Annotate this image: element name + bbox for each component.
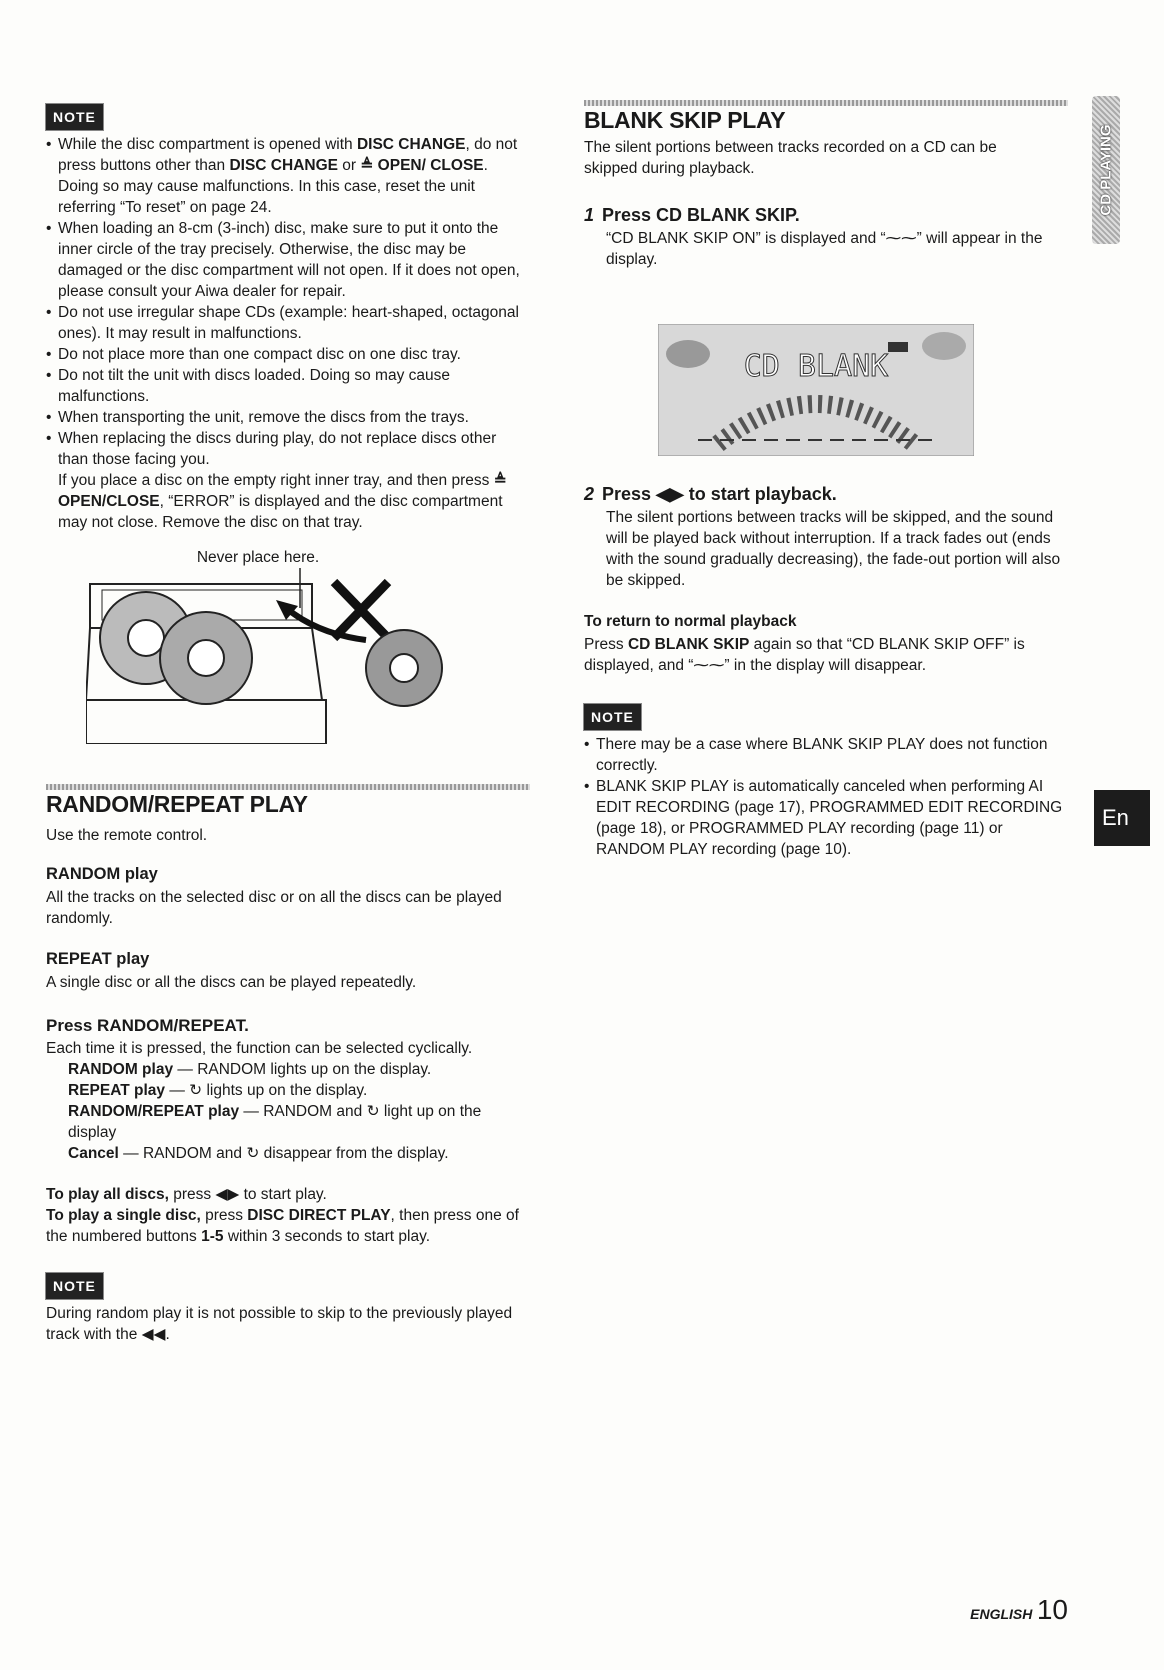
- blank-skip-intro: The silent portions between tracks recorded on a CD can be skipped during playback.: [584, 139, 997, 177]
- illustration-caption: Never place here.: [196, 549, 320, 566]
- note-item: • Do not tilt the unit with discs loaded. Doing so may cause malfunctions.: [46, 365, 530, 407]
- repeat-play-title: REPEAT play: [46, 950, 150, 968]
- note-item: • When transporting the unit, remove the discs from the trays.: [46, 407, 530, 428]
- press-random-text: Each time it is pressed, the function can be selected cyclically.: [46, 1040, 473, 1057]
- mode-list: [46, 1059, 530, 1164]
- mode-item: Cancel — RANDOM and ↻ disappear from the display.: [68, 1145, 449, 1162]
- note-item: • Do not place more than one compact disc on one disc tray.: [46, 344, 530, 365]
- note-continuation: If you place a disc on the empty right inner tray, and then press ≜ OPEN/CLOSE, “ERROR” is displayed and the disc compartment may not close. Remove the disc on that tray.: [58, 472, 507, 531]
- section-rule: [46, 784, 530, 790]
- lcd-text: CD BLANK: [743, 349, 889, 384]
- note-badge: NOTE: [46, 104, 103, 130]
- step-1-heading: 1 Press CD BLANK SKIP.: [584, 205, 800, 225]
- repeat-play-text: A single disc or all the discs can be played repeatedly.: [46, 974, 417, 991]
- step-2-heading: 2 Press ◀▶ to start playback.: [584, 484, 837, 504]
- disc-tray-illustration: [86, 568, 506, 744]
- note-item: • BLANK SKIP PLAY is automatically canceled when performing AI EDIT RECORDING (page 17), PROGRAMMED EDIT RECORDING (page 18), or PROGRAMMED PLAY recording (page 11) or RANDOM PLAY recording (page 10).: [584, 776, 1068, 860]
- cd-playing-tab: CD PLAYING: [1092, 96, 1120, 244]
- press-random-title: Press RANDOM/REPEAT.: [46, 1016, 249, 1035]
- note-item: • While the disc compartment is opened with DISC CHANGE, do not press buttons other than DISC CHANGE or ≜ OPEN/ CLOSE. Doing so may cause malfunctions. In this case, reset the unit referring “To reset” on page 24.: [46, 134, 530, 218]
- note-item: • When loading an 8-cm (3-inch) disc, make sure to put it onto the inner circle of the tray precisely. Otherwise, the disc may be damaged or the disc compartment will not open. If it does not open, please consult your Aiwa dealer for repair.: [46, 218, 530, 302]
- left-column: [46, 104, 530, 1345]
- lcd-display-illustration: [658, 324, 974, 456]
- right-column: [584, 100, 1068, 860]
- mode-item: RANDOM play — RANDOM lights up on the display.: [68, 1061, 432, 1078]
- return-normal-title: To return to normal playback: [584, 613, 797, 630]
- blank-skip-notes: [584, 734, 1068, 860]
- mode-item: RANDOM/REPEAT play — RANDOM and ↻ light up on the display: [68, 1103, 482, 1141]
- section-rule-top: [584, 100, 1068, 106]
- footer-language: ENGLISH: [970, 1606, 1033, 1622]
- notes-list: [46, 134, 530, 470]
- note-item: • Do not use irregular shape CDs (example: heart-shaped, octagonal ones). It may result in malfunctions.: [46, 302, 530, 344]
- random-intro: Use the remote control.: [46, 827, 208, 844]
- return-normal-text: Press CD BLANK SKIP again so that “CD BLANK SKIP OFF” is displayed, and “⁓⁓” in the display will disappear.: [584, 636, 1025, 674]
- page-footer: [970, 1594, 1068, 1626]
- note-item: • There may be a case where BLANK SKIP PLAY does not function correctly.: [584, 734, 1068, 776]
- mode-item: REPEAT play — ↻ lights up on the display.: [68, 1082, 368, 1099]
- random-play-text: All the tracks on the selected disc or on all the discs can be played randomly.: [46, 889, 502, 927]
- blank-skip-title: BLANK SKIP PLAY: [584, 107, 786, 133]
- random-note-text: During random play it is not possible to skip to the previously played track with the ◀◀.: [46, 1305, 513, 1343]
- play-all-text: To play all discs, press ◀▶ to start play.: [46, 1186, 327, 1203]
- page-number: 10: [1036, 1594, 1068, 1625]
- play-single-text: To play a single disc, press DISC DIRECT PLAY, then press one of the numbered buttons 1-5 within 3 seconds to start play.: [46, 1207, 519, 1245]
- random-play-title: RANDOM play: [46, 865, 158, 883]
- note-badge-blank: NOTE: [584, 704, 641, 730]
- note-item: • When replacing the discs during play, do not replace discs other than those facing you.: [46, 428, 530, 470]
- note-badge-random: NOTE: [46, 1273, 103, 1299]
- language-tab: En: [1094, 790, 1150, 846]
- step-1-text: “CD BLANK SKIP ON” is displayed and “⁓⁓” will appear in the display.: [606, 230, 1043, 268]
- random-section-title: RANDOM/REPEAT PLAY: [46, 791, 308, 817]
- step-2-text: The silent portions between tracks will be skipped, and the sound will be played back without interruption. If a track fades out (ends with the sound gradually decreasing), the fade-out portion will also be skipped.: [606, 509, 1061, 589]
